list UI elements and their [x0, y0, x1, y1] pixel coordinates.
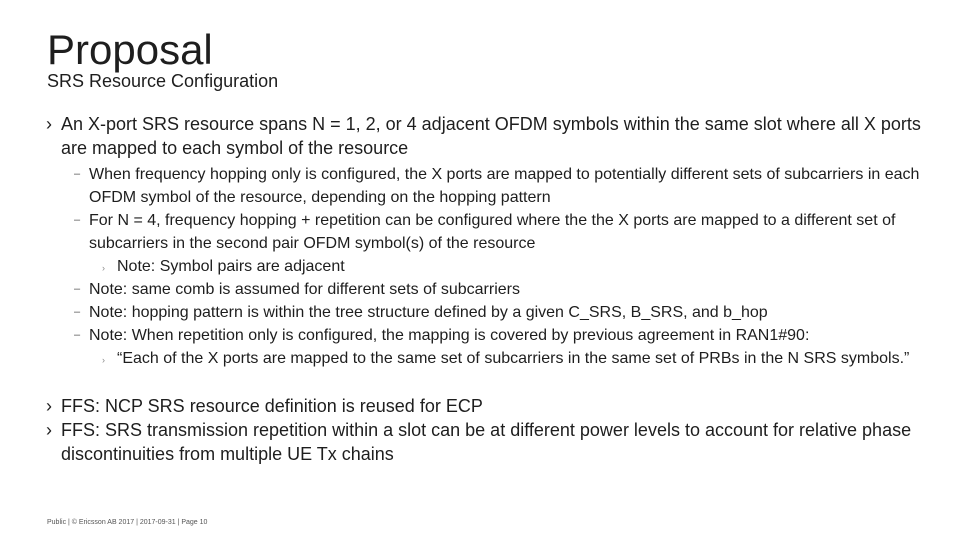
bullet-chevron-icon: › — [46, 114, 52, 134]
dash-icon: – — [74, 168, 81, 180]
slide-title: Proposal — [47, 26, 213, 73]
subsubbullet-ran1-90-quote — [46, 347, 926, 370]
bullet-ffs-ncp-ecp — [46, 394, 926, 418]
dash-icon: – — [74, 214, 81, 226]
small-chevron-icon: › — [102, 263, 105, 273]
dash-icon: – — [74, 306, 81, 318]
dash-icon: – — [74, 283, 81, 295]
bullet-chevron-icon: › — [46, 420, 52, 440]
dash-icon: – — [74, 329, 81, 341]
bullet-chevron-icon: › — [46, 396, 52, 416]
subbullet-text: Note: When repetition only is configured, the mapping is covered by previous agreement in RAN1#90: — [89, 327, 810, 344]
bullet-text: An X-port SRS resource spans N = 1, 2, or 4 adjacent OFDM symbols within the same slot where all X ports are mapped to each symbol of the resource — [61, 114, 921, 158]
slide-subtitle: SRS Resource Configuration — [47, 71, 279, 91]
bullet-xport-resource — [46, 112, 926, 160]
subbullet-same-comb — [46, 278, 926, 301]
subsubbullet-text: “Each of the X ports are mapped to the same set of subcarriers in the same set of PRBs in the N SRS symbols.” — [117, 350, 910, 367]
small-chevron-icon: › — [102, 355, 105, 365]
subbullet-text: Note: hopping pattern is within the tree structure defined by a given C_SRS, B_SRS, and b_hop — [89, 304, 768, 321]
slide-body — [46, 112, 926, 466]
subbullet-n4-hopping-repetition — [46, 209, 926, 255]
bullet-text: FFS: SRS transmission repetition within a slot can be at different power levels to account for relative phase discontinuities from multiple UE Tx chains — [61, 420, 912, 464]
bullet-text: FFS: NCP SRS resource definition is reused for ECP — [61, 396, 483, 416]
subbullet-text: When frequency hopping only is configured, the X ports are mapped to potentially different sets of subcarriers in each OFDM symbol of the resource, depending on the hopping pattern — [89, 166, 920, 206]
subsubbullet-symbol-pairs — [46, 255, 926, 278]
subsubbullet-text: Note: Symbol pairs are adjacent — [117, 258, 345, 275]
subbullet-text: For N = 4, frequency hopping + repetition can be configured where the the X ports are mapped to a different set of subcarriers in the second pair OFDM symbol(s) of the resource — [89, 212, 896, 252]
subbullet-hopping-pattern — [46, 301, 926, 324]
subbullet-frequency-hopping — [46, 163, 926, 209]
subbullet-repetition-only — [46, 324, 926, 347]
slide-footer: Public | © Ericsson AB 2017 | 2017-09-31 | Page 10 — [47, 519, 208, 526]
subbullet-text: Note: same comb is assumed for different sets of subcarriers — [89, 281, 520, 298]
bullet-ffs-power-levels — [46, 418, 926, 466]
